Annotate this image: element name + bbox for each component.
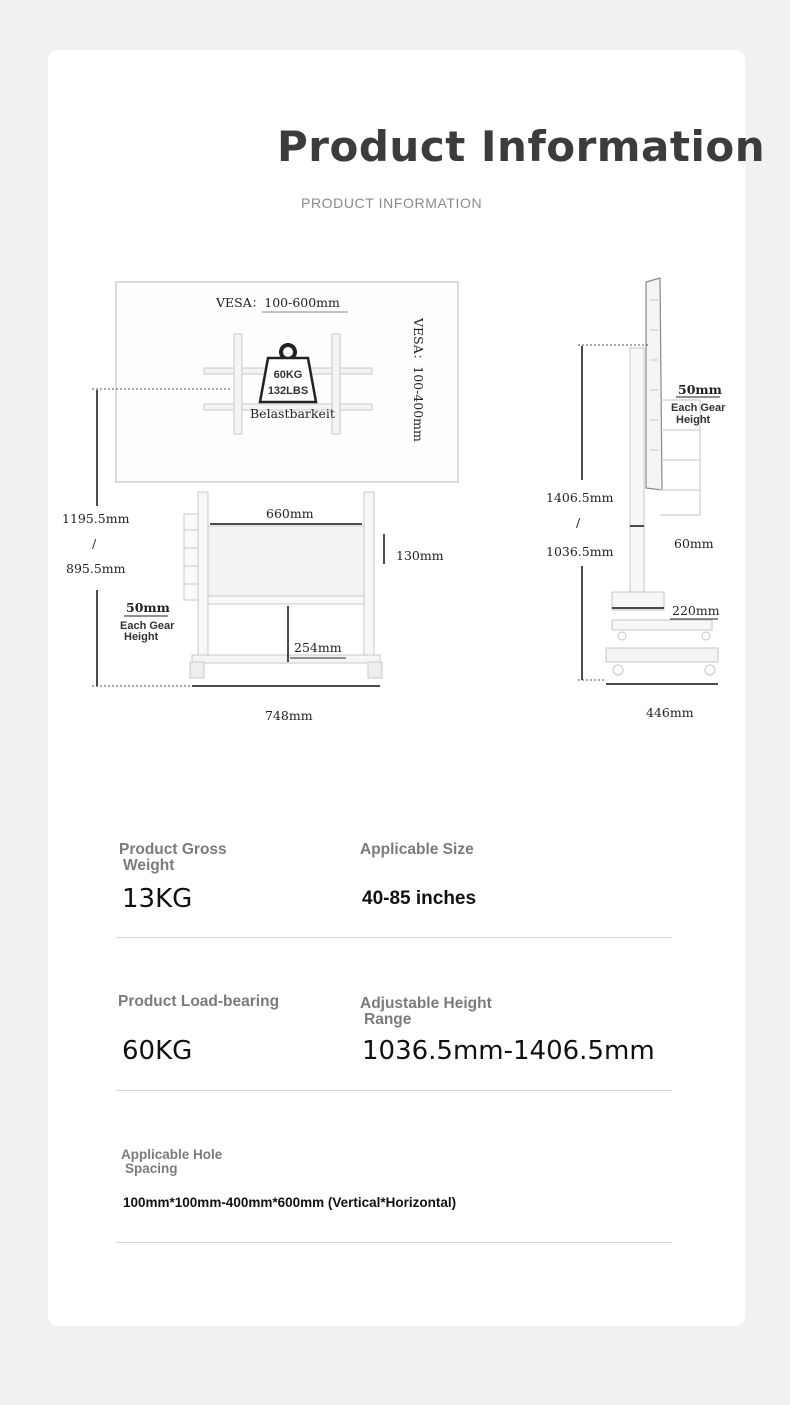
applicable-size-label: Applicable Size [360, 841, 474, 858]
load-bearing-value: 60KG [122, 1036, 193, 1066]
column-depth-label: 60mm [674, 536, 714, 551]
page-subtitle: PRODUCT INFORMATION [301, 195, 483, 211]
side-shelf-depth-label: 220mm [672, 603, 720, 618]
applicable-size-value: 40-85 inches [362, 888, 477, 909]
side-height-min: 1036.5mm [546, 544, 614, 559]
front-height-sep: / [92, 536, 97, 551]
gross-weight-label: Product Gross Weight [119, 841, 227, 874]
vesa-vertical-label: VESA：100-400mm [411, 318, 426, 442]
side-gear-label-1: Each Gear [671, 402, 726, 414]
side-base-depth-label: 446mm [646, 705, 694, 720]
divider [116, 937, 672, 938]
front-gear-value: 50mm [126, 600, 170, 615]
front-view [116, 282, 458, 678]
page-title: Product Information [277, 122, 766, 171]
shelf-floor-label: 254mm [294, 640, 342, 655]
badge-line-2: 132LBS [267, 385, 309, 397]
hole-spacing-label: Applicable Hole Spacing [121, 1147, 223, 1176]
load-bearing-label: Product Load-bearing [118, 993, 280, 1010]
side-gear-value: 50mm [678, 382, 722, 397]
hole-spacing-value: 100mm*100mm-400mm*600mm (Vertical*Horizontal) [123, 1195, 457, 1210]
front-gear-label-1: Each Gear [120, 620, 175, 632]
badge-caption: Belastbarkeit [250, 406, 335, 421]
adjustable-height-label: Adjustable Height Range [360, 995, 492, 1028]
gross-weight-value: 13KG [122, 884, 193, 914]
side-height-sep: / [576, 515, 581, 530]
side-gear-label-2: Height [676, 414, 711, 426]
base-width-label: 748mm [265, 708, 313, 723]
shelf-width-label: 660mm [266, 506, 314, 521]
adjustable-height-value: 1036.5mm-1406.5mm [362, 1036, 655, 1066]
vesa-horizontal-label: VESA：100-600mm [216, 295, 340, 310]
front-height-min: 895.5mm [66, 561, 126, 576]
side-height-max: 1406.5mm [546, 490, 614, 505]
divider [116, 1242, 672, 1243]
divider [116, 1090, 672, 1091]
badge-line-1: 60KG [273, 369, 303, 381]
shelf-height-label: 130mm [396, 548, 444, 563]
front-height-max: 1195.5mm [62, 511, 130, 526]
front-gear-label-2: Height [124, 631, 159, 643]
